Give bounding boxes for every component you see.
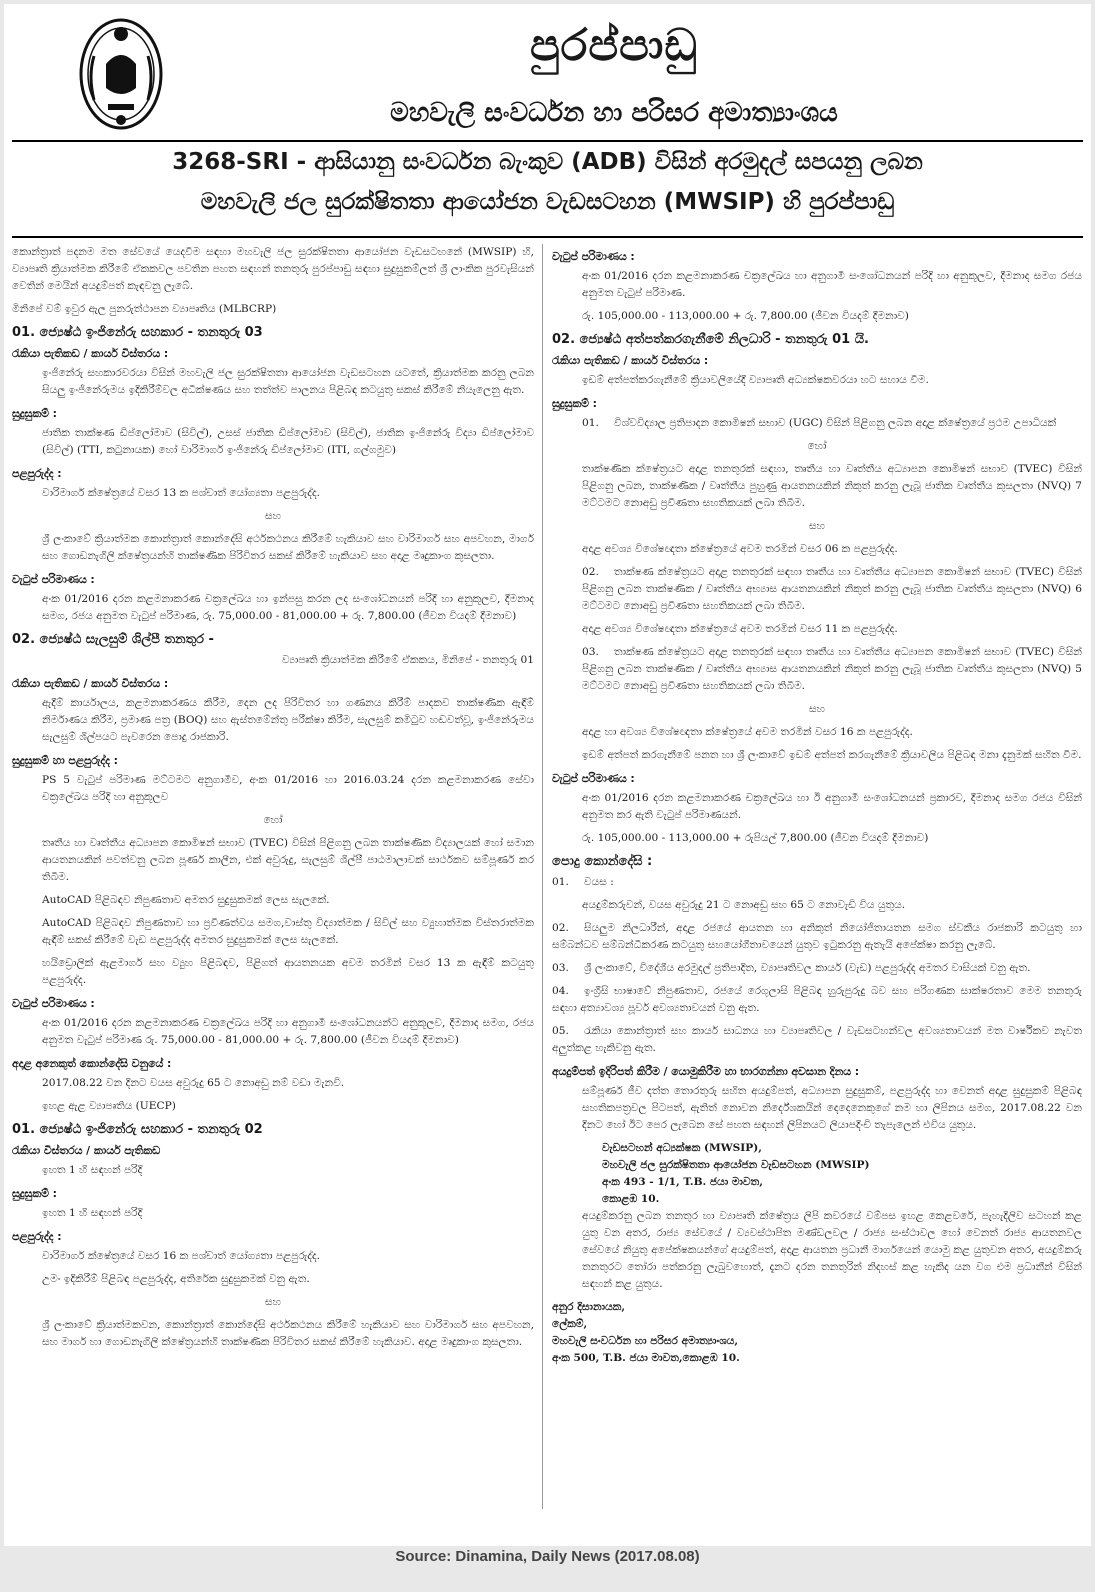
section-heading: 01. ජ්‍යෙෂ්ඨ ඉංජිනේරු සහකාර - තනතුරු 02	[12, 1122, 263, 1137]
list-number: 02.	[552, 922, 569, 934]
paragraph: ඉහත 1 හි සඳහන් පරිදි	[42, 1207, 143, 1219]
list-item	[552, 874, 1082, 891]
header	[4, 4, 1091, 136]
section-heading: 02. ජ්‍යෙෂ්ඨ අත්පත්කරගැනීමේ නිලධාරි - තනතුරු 01 යි.	[552, 332, 869, 347]
project-name: මිනිපේ වම් ඉවුර ඇල පුනරුත්ථාපන ව්‍යාපෘතිය (MLBCRP)	[12, 303, 277, 315]
list-item	[552, 920, 1082, 954]
list-item	[552, 1023, 1082, 1057]
ministry-subtitle: මහවැලි සංවර්ධන හා පරිසර අමාත්‍යාංශය	[390, 98, 838, 128]
paragraph: වාරිමාර්ග ක්ෂේත්‍රයේ වසර 16 ක පශ්චාත් යෝග්‍යතා පළපුරුද්ද.	[42, 1250, 321, 1262]
paragraph: PS 5 වැටුප් පරිමාණ මට්ටමට අනුගාමීව, අංක 01/2016 හා 2016.03.24 දරන කළමනාකරණ සේවා චක්‍රලේඛය පරිදි හා අනුකූලව	[42, 774, 534, 803]
section-label: වැටුප් පරිමාණය :	[12, 573, 95, 586]
page-title: පුරප්පාඩු	[529, 20, 699, 71]
list-number: 04.	[552, 985, 569, 997]
list-text: විශ්වවිද්‍යාල ප්‍රතිපාදන කොමිෂන් සභාව (UGC) විසින් පිළිගනු ලබන අදාළ ක්ෂේත්‍රයේ ප්‍රථම උපාධියක්	[614, 417, 1057, 429]
paragraph: වාරිමාර්ග ක්ෂේත්‍රයේ වසර 13 ක පශ්චාත් යෝග්‍යතා පළපුරුද්ද.	[42, 487, 321, 499]
list-text: සියලුම නිලධාරීන්, අදාළ රජයේ ආයතන හා අනිකුත් නියෝජිතායතන සමග ස්වකීය රාජකාරි කටයුතු හා සම්බන්ධව සම්බන්ධීකරණ කටයුතු සහයෝගීතාවයෙන් යුතුව ඉටුකරනු ඇතැයි අපේක්ෂා කරනු ලැබේ.	[552, 922, 1082, 951]
banner-line-2: මහවැලි ජල සුරක්ෂිතතා ආයෝජන වැඩසටහන (MWSIP) හි පුරප්පාඩු	[200, 189, 895, 215]
paragraph: 2017.08.22 වන දිනට වයස අවුරුදු 65 ට නොඅඩු නම් වඩා මැනවි.	[42, 1077, 345, 1089]
section-label: පළපුරුද්ද :	[12, 467, 62, 480]
section-label: වැටුප් පරිමාණය :	[12, 997, 95, 1010]
address-line: අංක 493 - 1/1, T.B. ජයා මාවත,	[602, 1176, 763, 1188]
list-item	[552, 415, 1082, 432]
paragraph: තාක්ෂණික ක්ෂේත්‍රයට අදාළ තනතුරක් සඳහා, තෘතීය හා වෘත්තීය අධ්‍යාපන කොමිෂන් සභාව (TVEC) විසින් පිළිගනු ලබන, තාක්ෂණික / වෘත්තීය පුහුණු ආයතනයකින් නිකුත් කරනු ලැබූ ජාතික වෘත්තීය කුසලතා (NVQ) 7 මට්ටමට නොඅඩු ප්‍රවීණතා සහතිකයක් ලබා තිබීම.	[582, 463, 1082, 509]
section-label: අයදුම්පත් ඉදිරිපත් කිරීම / යොමුකිරීම හා භාරගන්නා අවසාන දිනය :	[552, 1065, 860, 1078]
connector: හෝ	[263, 814, 283, 826]
paragraph: අදාළ අවශ්‍ය විශේෂඥතා ක්ෂේත්‍රයේ අවම තරමින් වසර 06 ක පළපුරුද්ද.	[582, 543, 898, 555]
address-line: කොළඹ 10.	[602, 1193, 660, 1205]
left-column	[12, 244, 534, 1357]
paragraph: අංක 01/2016 දරන කළමනාකරණ චක්‍රලේඛය පරිදි හා අනුගාමී සංශෝධනයන්ට අනුකූලව, දීමනාද සමග, රජය අනුමත වැටුප් පරිමාණ රු. 75,000.00 - 81,000.00 + රු. 7,800.00 (ජීවන වියදම් දීමනාව)	[42, 1017, 534, 1046]
list-text: රැකියා කොන්ත්‍රාත් සහ කාර්ය සාධනය හා ව්‍යාපෘතිවල / වැඩසටහන්වල අවශ්‍යතාවයන් මත වාර්ෂිකව නැවත අලුත්කළ හැකිවනු ඇත.	[552, 1025, 1082, 1054]
paragraph: AutoCAD පිළිබඳව නිපුණතාව අමතර සුදුසුකමක් ලෙස සැලකේ.	[42, 894, 330, 906]
signature-line: ලේකම්,	[552, 1318, 588, 1330]
title-banner	[12, 140, 1083, 238]
section-heading: පොදු කොන්දේසි :	[552, 854, 653, 869]
paragraph: ඉහත 1 හි සඳහන් පරිදි	[42, 1164, 143, 1176]
column-divider	[542, 244, 543, 1509]
signature-line: අංක 500, T.B. ජයා මාවත,කොළඹ 10.	[552, 1352, 740, 1364]
paragraph: ඇදීම් කාර්යාලය, කළමනාකරණය කිරීම, දෙන ලද පිරිවිතර හා ගණනය කිරීම් පාදකව තාක්ෂණික ඇඳීම් නිර්මාණය කිරීම, ප්‍රමාණ පත්‍ර (BOQ) සහ ඇස්තමේන්තු පරීක්ෂා කිරීම, සැලසුම් කමිටුව හඬවත්වූ, ඉංජිනේරුමය සැලසුම් ශිල්පයට පැවරෙන පොදු රාජකාරි.	[42, 697, 534, 743]
list-text: තාක්ෂණ ක්ෂේත්‍රයට අදාළ තනතුරක් සඳහා තෘතීය හා වෘත්තීය අධ්‍යාපන කොමිෂන් සභාව (TVEC) විසින් පිළිගනු ලබන තාක්ෂණික / වෘත්තීය අභ්‍යාස ආයතනයකින් නිකුත් කරනු ලැබූ ජාතික වෘත්තීය කුසලතා (NVQ) 6 මට්ටමට නොඅඩු ප්‍රවීණතා සහතිකයක් ලබා තිබීම.	[582, 566, 1082, 612]
paragraph: ඉඩම් අත්පත්කරගැනීමේ ක්‍රියාවලියේදී ව්‍යාපෘති අධ්‍යක්ෂකවරයා හට සහාය වීම.	[582, 374, 929, 386]
right-column	[552, 244, 1082, 1367]
paragraph: හයිඩ්‍රොලික් ඇළමාර්ග සහ ව්‍යුහ පිළිබඳව, පිළිගත් ආයතනයක අවම තරමින් වසර 13 ක ඇඳීම් කටයුතු පළපුරුද්ද.	[42, 957, 534, 986]
paragraph: තෘතීය හා වෘත්තීය අධ්‍යාපන කොමිෂන් සභාව (TVEC) විසින් පිළිගනු ලබන තාක්ෂණික විද්‍යාලයක් හෝ සමාන ආයතනයකින් පවත්වනු ලබන පූර්ණ කාලීන, එක් අවුරුදු, සැලසුම් ශිල්පී පාඨමාලාවක් සාර්ථකව සම්පූර්ණ කර තිබීම.	[42, 837, 534, 883]
section-label: රැකියා පැතිකඩ / කාර්ය විස්තරය :	[12, 347, 169, 360]
list-item	[552, 644, 1082, 695]
connector: සහ	[265, 510, 281, 522]
paragraph: අදාළ හා අවශ්‍ය විශේෂඥතා ක්ෂේත්‍රයේ අවම තරමින් වසර 16 ක පළපුරුද්ද.	[582, 726, 913, 738]
project-name: ඉහළ ඇළ ව්‍යාපෘතිය (UECP)	[42, 1100, 176, 1112]
paragraph: AutoCAD පිළිබඳව නිපුණතාව හා ප්‍රවීණත්වය සමග,වාස්තු විද්‍යාත්මක / සිවිල් සහ ව්‍යුහාත්මක විස්තරාත්මක ඇඳීම් සකස් කිරීමේ වැඩ පළපුරුද්ද අමතර සුදුසුකමක් ලෙස සැලකේ.	[42, 917, 534, 946]
paragraph: අංක 01/2016 දරන කළමනාකරණ චක්‍රලේඛය හා ඊ අනුගාමී සංශෝධනයන් ප්‍රකාරව, දීමනාද සමග රජය විසින් අනුමත කර ඇති වැටුප් පරිමාණයන්.	[582, 792, 1082, 821]
section-label: පළපුරුද්ද :	[12, 1230, 62, 1243]
section-label: රැකියා පැතිකඩ / කාර්ය විස්තරය :	[12, 677, 169, 690]
section-label: සුදුසුකම් :	[12, 407, 57, 420]
connector: සහ	[809, 703, 825, 715]
list-number: 01.	[552, 876, 569, 888]
list-text: තාක්ෂණ ක්ෂේත්‍රයට අදාළ තනතුරක් සඳහා තෘතීය හා වෘත්තීය අධ්‍යාපන කොමිෂන් සභාව (TVEC) විසින් පිළිගනු ලබන තාක්ෂණික / වෘත්තීය අභ්‍යාස ආයතනයකින් නිකුත් කරනු ලැබූ ජාතික වෘත්තීය කුසලතා (NVQ) 5 මට්ටමට නොඅඩු ප්‍රවීණතා සහතිකයක් ලබා තිබීම.	[582, 646, 1082, 692]
list-text: වයස :	[584, 876, 614, 888]
paragraph: අංක 01/2016 දරන කළමනාකරණ චක්‍රලේඛය හා ඉන්පසු කරන ලද සංශෝධනයන් පරිදි හා අනුකූලව, දීමනාද සමග, රජය අනුමත වැටුප් පරිමාණ, රු. 75,000.00 - 81,000.00 + රු. 7,800.00 (ජීවන වියදම් දීමනාව)	[42, 593, 534, 622]
list-item	[552, 564, 1082, 615]
paragraph: ඉඩම් අත්පත් කරගැනීමේ පනත හා ශ්‍රී ලංකාවේ ඉඩම් අත්පත් කරගැනීමේ ක්‍රියාවලිය පිළිබඳ මනා දැනුමක් සහිත වීම.	[582, 749, 1082, 761]
list-number: 05.	[552, 1025, 569, 1037]
section-label: සුදුසුකම් හා පළපුරුද්ද :	[12, 754, 118, 767]
sri-lanka-emblem-icon	[78, 16, 164, 132]
paragraph: ශ්‍රී ලංකාවේ ක්‍රියාත්මක කොන්ත්‍රාත් කොන්දේසි අර්ථකථනය කිරීමේ හැකියාව සහ වාරිමාර්ග සහ අපවහන, මාර්ග සහ ගොඩනැගිලි ක්ෂේත්‍රයන්හි තාක්ෂණික පිරිවිතර සකස් කිරීමේ හැකියාව සහ අදාළ මෘදුකාංග කුසලතා.	[42, 533, 534, 562]
paragraph: උමං ඉදිකිරීම් පිළිබඳ පළපුරුද්ද, අතිරේක සුදුසුකමක් වනු ඇත.	[42, 1273, 310, 1285]
section-label: සුදුසුකම් :	[12, 1187, 57, 1200]
paragraph: අයදුම්කරුවන්, වයස අවුරුදු 21 ට නොඅඩු සහ 65 ට නොවැඩි විය යුතුය.	[582, 899, 906, 911]
address-line: වැඩසටහන් අධ්‍යක්ෂක (MWSIP),	[602, 1142, 762, 1154]
connector: සහ	[809, 520, 825, 532]
address-line: මහවැලි ජල සුරක්ෂිතතා ආයෝජන වැඩසටහන (MWSIP)	[602, 1159, 870, 1171]
paragraph: අයදුම්කරනු ලබන තනතුර හා ව්‍යාපෘති ක්ෂේත්‍රය ලිපි කවරයේ වම්පස ඉහළ කෙළවරේ, පැහැදිලිව සටහන් කළ යුතු වන අතර, රාජ්‍ය සේවයේ / ව්‍යවස්ථාපිත මණ්ඩලවල / රාජ්‍ය සංස්ථාවල හෝ වෙනත් රාජ්‍ය ආයතනවල සේවයේ නියුතු අපේක්ෂකයන්ගේ අයදුම්පත්, අදාළ ආයතන ප්‍රධානී මාර්ගයෙන් යොමු කළ යුතුවන අතර, අයදුම්කරු තනතුරට තෝරා පත්කරනු ලැබුවහොත්, දැනට දරන තනතුරින් නිදහස් කළ හැකිද යන වග එම ප්‍රධානීන් විසින් සඳහන් කළ යුතුය.	[582, 1210, 1082, 1290]
paragraph: අංක 01/2016 දරන කළමනාකරණ චක්‍රලේඛය හා අනුගාමී සංශෝධනයන් පරිදි හා අනුකූලව, දීමනාද සමග රජය අනුමත වැටුප් පරිමාණ.	[582, 270, 1082, 299]
list-number: 03.	[552, 962, 569, 974]
section-label: වැටුප් පරිමාණය :	[552, 772, 635, 785]
section-label: අදාළ අනෙකුත් කොන්දේසි වනුයේ :	[12, 1057, 172, 1070]
signature-line: මහවැලි සංවර්ධන හා පරිසර අමාත්‍යාංශය,	[552, 1335, 739, 1347]
intro-paragraph: කොන්ත්‍රාත් පදනම මත සේවයේ යෙදවීම සඳහා මහවැලි ජල සුරක්ෂිතතා ආයෝජන වැඩසටහනේ (MWSIP) හි, ව්‍යාපෘති ක්‍රියාත්මක කිරීමේ ඒකකවල පවතින පහත සඳහන් තනතුරු පුරප්පාඩු සඳහා සුදුසුකම්ලත් ශ්‍රී ලාංකික පුරවැසියන් වෙතින් මෙයින් අයදුම්පත් කැඳවනු ලැබේ.	[12, 246, 534, 292]
list-number: 03.	[582, 646, 599, 658]
list-number: 01.	[582, 417, 599, 429]
section-label: සුදුසුකම් :	[552, 397, 597, 410]
section-heading: 02. ජ්‍යෙෂ්ඨ සැලසුම් ශිල්පී තනතුර -	[12, 632, 214, 647]
paragraph: සම්පූර්ණ ජීව දත්ත තොරතුරු සහිත අයදුම්පත්, අධ්‍යාපන සුදුසුකම්, පළපුරුද්ද හා වෙනත් අදාළ සුදුසුකම් පිළිබඳ සහතිකපත්‍රවල පිටපත්, ඇතිත් නොවන නිර්දේශකයින් දෙදෙනෙකුගේ නම හා ලිපිනය සමග, 2017.08.22 වන දිනට හෝ ඊට පෙර ලැබෙන සේ පහත සඳහන් ලිපිනයට ලියාපදිංචි තැපැලෙන් එවිය යුතුය.	[582, 1085, 1082, 1131]
advertisement-page	[4, 4, 1091, 1546]
section-heading: 01. ජ්‍යෙෂ්ඨ ඉංජිනේරු සහකාර - තනතුරු 03	[12, 325, 263, 340]
source-credit: Source: Dinamina, Daily News (2017.08.08)	[395, 1548, 700, 1565]
signature-line: අනුර දිසානායක,	[552, 1301, 626, 1313]
connector: හෝ	[807, 440, 827, 452]
list-text: ඉංග්‍රීසි භාෂාවේ නිපුණතාව, රජයේ රෙගුලාසි පිළිබඳ හුරුපුරුදු බව සහ පරිගණක සාක්ෂරතාව මෙම තනතුරු සඳහා අත්‍යාවශ්‍ය පූර්ව අවශ්‍යතාවයන් වනු ඇත.	[552, 985, 1082, 1014]
section-subheading: ව්‍යාපෘති ක්‍රියාත්මක කිරීමේ ඒකකය, මිනිපේ - තනතුරු 01	[282, 654, 534, 666]
list-text: ශ්‍රී ලංකාවේ, විදේශීය අරමුදල් ප්‍රතිපාදිත, ව්‍යාපෘතිවල කාර්ය (වැඩ) පළපුරුද්ද අමතර වාසියක් වනු ඇත.	[584, 962, 1031, 974]
paragraph: ශ්‍රී ලංකාවේ ක්‍රියාත්මකවන, කොන්ත්‍රාත් කොන්දේසි අර්ථකථනය කිරීමේ හැකියාව සහ වාරිමාර්ග සහ අපවහන, සහ මාර්ග හා ගොඩනැගිලි ක්ෂේත්‍රයන්හි තාක්ෂණික පිරිවිතර සකස් කිරීමේ හැකියාව. අදාළ මෘදුකාංග කුසලතා.	[42, 1319, 534, 1348]
paragraph: රු. 105,000.00 - 113,000.00 + රුපියල් 7,800.00 (ජීවන වියදම් දීමනාව)	[582, 832, 929, 844]
paragraph: රු. 105,000.00 - 113,000.00 + රු. 7,800.00 (ජීවන වියදම් දීමනාව)	[582, 310, 909, 322]
paragraph: ඉංජිනේරු සහකාරවරයා විසින් මහවැලි ජල සුරක්ෂිතතා ආයෝජන වැඩසටහන යටතේ, ක්‍රියාත්මක කරනු ලබන සියලු ඉංජිනේරුමය ඉදිකිරීම්වල අධීක්ෂණය සහ තත්ත්ව පාලනය පිළිබඳ කටයුතු සකස් කිරීමේ නියැලෙනු ඇත.	[42, 367, 534, 396]
paragraph: ජාතික තාක්ෂණ ඩිප්ලෝමාව (සිවිල්), උසස් ජාතික ඩිප්ලෝමාව (සිවිල්), ජාතික ඉංජිනේරු විද්‍යා ඩිප්ලෝමාව (සිවිල්) (TTI, කටුනායක) හෝ වාරිමාර්ග ඉංජිනේරු ඩිප්ලෝමාව (ITI, ගල්ගමුව)	[42, 427, 534, 456]
section-label: වැටුප් පරිමාණය :	[552, 250, 635, 263]
connector: සහ	[265, 1296, 281, 1308]
section-label: රැකියා විස්තරය / කාර්ය පැතිකඩ	[12, 1144, 161, 1157]
section-label: රැකියා පැතිකඩ / කාර්ය විස්තරය :	[552, 354, 709, 367]
list-number: 02.	[582, 566, 599, 578]
paragraph: අදාළ අවශ්‍ය විශේෂඥතා ක්ෂේත්‍රයේ අවම තරමින් වසර 11 ක පළපුරුද්ද.	[582, 623, 898, 635]
list-item	[552, 960, 1082, 977]
banner-line-1: 3268-SRI - ආසියානු සංවර්ධන බැංකුව (ADB) විසින් අරමුදල් සපයනු ලබන	[172, 149, 923, 175]
list-item	[552, 983, 1082, 1017]
